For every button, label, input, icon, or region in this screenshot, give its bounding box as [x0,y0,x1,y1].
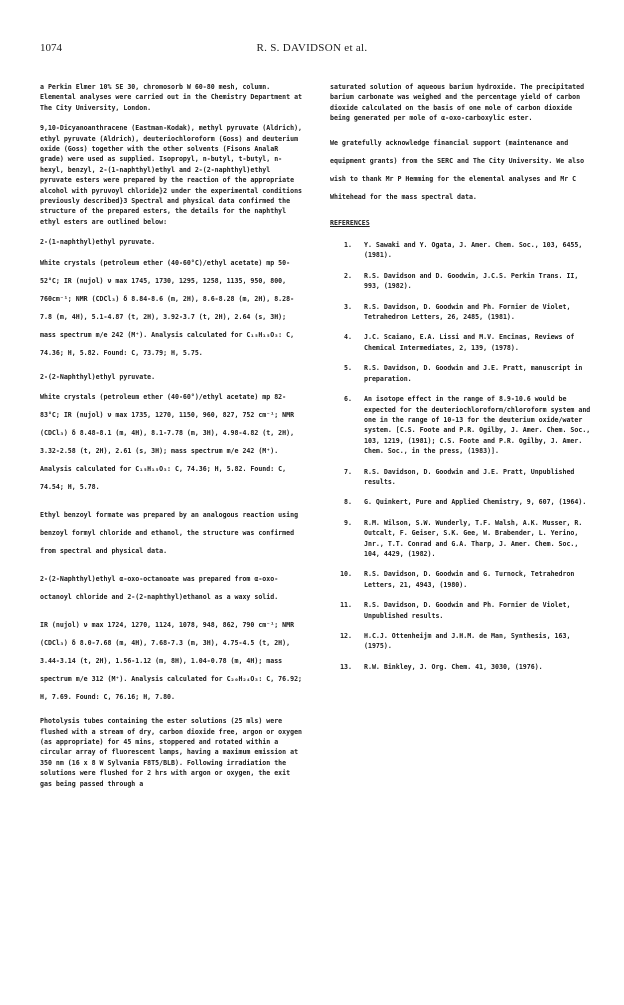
reference-text: R.S. Davidson, D. Goodwin and J.E. Pratt, Unpublished results. [364,467,575,486]
compound-heading-1-naphthyl: 2-(1-naphthyl)ethyl pyruvate. [40,238,156,247]
reference-item [330,394,595,456]
right-column [330,82,595,682]
paragraph-photolysis: Photolysis tubes containing the ester solutions (25 mls) were flushed with a stream of dry, carbon dioxide free, argon or oxygen (as appropriate) for 45 mins, stoppered and rotated within a circular array of fluorescent lamps, having a maximum emission at 350 nm (16 x 8 W Sylvania F8T5/BLB). Following irradiation the solutions were flushed for 2 hrs with argon or oxygen, the exit gas being passed through a [40,717,303,788]
reference-number: 11. [340,601,352,610]
reference-text: R.S. Davidson, D. Goodwin and G. Turnock, Tetrahedron Letters, 21, 4943, (1980). [364,570,575,589]
reference-text: R.S. Davidson and D. Goodwin, J.C.S. Perkin Trans. II, 993, (1982). [364,271,579,291]
reference-text: R.M. Wilson, S.W. Wunderly, T.F. Walsh, A.K. Musser, R. Outcalt, F. Geiser, S.K. Gee, W. Brabender, L. Yerino, Jnr., T.T. Conrad and G.A. Tharp, J. Amer. Chem. Soc., 104, 4429, (1982). [364,518,583,558]
reference-list [330,240,595,672]
left-column [40,82,305,799]
acknowledgements: We gratefully acknowledge financial support (maintenance and equipment grants) from the SERC and The City University. We also wish to thank Mr P Hemming for the elemental analyses and Mr C Whitehead for the mass spectral data. [330,138,585,201]
reference-number: 1. [344,241,352,250]
reference-text: R.S. Davidson, D. Goodwin and Ph. Fornier de Violet, Unpublished results. [364,601,571,620]
reference-item [330,631,595,652]
reference-number: 5. [344,364,352,373]
reference-text: Y. Sawaki and Y. Ogata, J. Amer. Chem. Soc., 103, 6455, (1981). [364,241,583,260]
reference-number: 3. [344,302,352,311]
page-number: 1074 [40,42,62,54]
reference-item [330,240,595,261]
page-header [40,42,584,58]
reference-text: R.S. Davidson, D. Goodwin and Ph. Fornier de Violet, Tetrahedron Letters, 26, 2485, (1981). [364,302,571,322]
reference-item [330,600,595,621]
reference-number: 13. [340,662,352,671]
reference-item [330,302,595,323]
reference-number: 2. [344,271,352,280]
reference-text: R.S. Davidson, D. Goodwin and J.E. Pratt, manuscript in preparation. [364,364,583,383]
reference-item [330,518,595,560]
reference-number: 8. [344,498,352,507]
reference-number: 6. [344,395,352,404]
paragraph-barium-carbonate: saturated solution of aqueous barium hydroxide. The precipitated barium carbonate was weighed and the percentage yield of carbon dioxide calculated on the basis of one mole of carbon dioxide being generated per mole of α-oxo-carboxylic ester. [330,83,585,123]
reference-item [330,569,595,590]
reference-number: 4. [344,333,352,342]
reference-text: J.C. Scaiano, E.A. Lissi and M.V. Encinas, Reviews of Chemical Intermediates, 2, 139, (1978). [364,333,575,352]
reference-item [330,363,595,384]
reference-item [330,271,595,292]
reference-text: R.W. Binkley, J. Org. Chem. 41, 3030, (1976). [364,662,543,671]
paragraph-oxo-octanoate: 2-(2-Naphthyl)ethyl α-oxo-octanoate was prepared from α-oxo-octanoyl chloride and 2-(2-naphthyl)ethanol as a waxy solid. [40,575,279,602]
paragraph-materials: 9,10-Dicyanoanthracene (Eastman-Kodak), methyl pyruvate (Aldrich), ethyl pyruvate (Aldrich), deuteriochloroform (Goss) and deuterium oxide (Goss) together with the other solvents (Fisons AnalaR grade) were used as supplied. Isopropyl, n-butyl, t-butyl, n-hexyl, benzyl, 2-(1-naphthyl)ethyl and 2-(2-naphthyl)ethyl pyruvate esters were prepared by the reaction of the appropriate alcohol with pyruvoyl chloride}2 under the experimental conditions previously described}3 Spectral and physical data confirmed the structure of the prepared esters, the details for the naphthyl ethyl esters are outlined below: [40,124,303,226]
reference-text: An isotope effect in the range of 8.9-10.6 would be expected for the deuteriochloroform/chloroform system and one in the range of 10-13 for the deuterium oxide/water system. [C.S. Foote and P.R. Ogilby, J. Amer. Chem. Soc., 103, 1219, (1981); C.S. Foote and P.R. Ogilby, J. Amer. Chem. Soc., in the press, (1983)]. [364,395,591,456]
reference-item [330,497,595,507]
compound-heading-2-naphthyl: 2-(2-Naphthyl)ethyl pyruvate. [40,372,156,381]
reference-number: 10. [340,570,352,579]
paragraph-gc-column: a Perkin Elmer 10% SE 30, chromosorb W 60-80 mesh, column. Elemental analyses were carried out in the Chemistry Department at The City University, London. [40,83,303,112]
reference-number: 9. [344,518,352,527]
reference-text: G. Quinkert, Pure and Applied Chemistry, 9, 607, (1964). [364,498,587,507]
running-head: R. S. DAVIDSON et al. [256,42,368,54]
compound-data-oxo-octanoate: IR (nujol) ν max 1724, 1270, 1124, 1078, 948, 862, 790 cm⁻¹; NMR (CDCl₃) δ 8.0-7.68 (m, 4H), 7.68-7.3 (m, 3H), 4.75-4.5 (t, 2H), 3.44-3.14 (t, 2H), 1.56-1.12 (m, 8H), 1.04-0.78 (m, 4H); mass spectrum m/e 312 (M⁺). Analysis calculated for C₂₀H₂₄O₃: C, 76.92; H, 7.69. Found: C, 76.16; H, 7.80. [40,621,303,702]
reference-text: H.C.J. Ottenheijm and J.H.M. de Man, Synthesis, 163, (1975). [364,632,571,651]
compound-data-1-naphthyl: White crystals (petroleum ether (40-60°C)/ethyl acetate) mp 50-52°C; IR (nujol) ν max 1745, 1730, 1295, 1258, 1135, 950, 800, 760cm⁻¹; NMR (CDCl₃) δ 8.84-8.6 (m, 2H), 8.6-8.28 (m, 2H), 8.28-7.8 (m, 4H), 5.1-4.87 (t, 2H), 3.92-3.7 (t, 2H), 2.64 (s, 3H); mass spectrum m/e 242 (M⁺). Analysis calculated for C₁₅H₁₅O₃: C, 74.36; H, 5.82. Found: C, 73.79; H, 5.75. [40,258,295,357]
reference-item [330,467,595,488]
compound-data-2-naphthyl: White crystals (petroleum ether (40-60°)/ethyl acetate) mp 82-83°C; IR (nujol) ν max 1735, 1270, 1150, 960, 827, 752 cm⁻¹; NMR (CDCl₃) δ 8.48-8.1 (m, 4H), 8.1-7.78 (m, 3H), 4.98-4.82 (t, 2H), 3.32-2.58 (t, 2H), 2.61 (s, 3H); mass spectrum m/e 242 (M⁺). Analysis calculated for C₁₅H₁₅O₃: C, 74.36; H, 5.82. Found: C, 74.54; H, 5.78. [40,393,295,492]
reference-number: 12. [340,632,352,640]
reference-item [330,332,595,353]
paragraph-ethyl-benzoyl-formate: Ethyl benzoyl formate was prepared by an analogous reaction using benzoyl formyl chloride and ethanol, the structure was confirmed from spectral and physical data. [40,511,299,556]
references-heading: REFERENCES [330,218,370,227]
reference-item [330,662,595,672]
reference-number: 7. [344,467,352,476]
